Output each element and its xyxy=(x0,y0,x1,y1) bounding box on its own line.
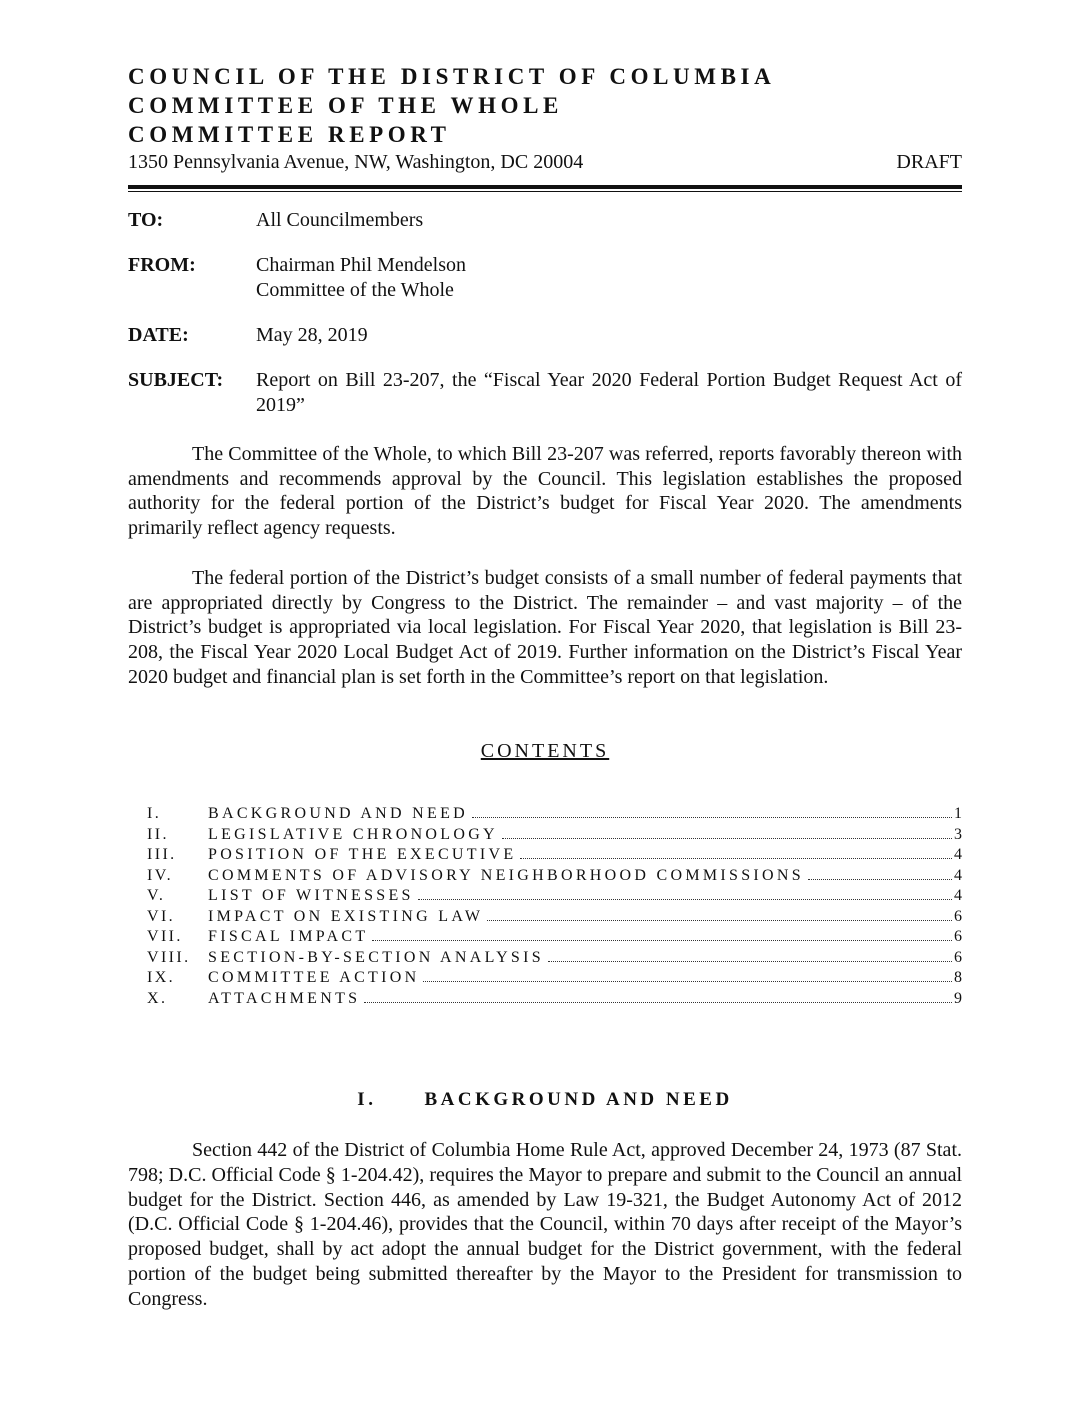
toc-entry[interactable] xyxy=(147,908,962,929)
toc-entry[interactable] xyxy=(147,805,962,826)
from-committee: Committee of the Whole xyxy=(256,279,454,301)
toc-entry-number: VII. xyxy=(147,928,183,946)
toc-entry-title: FISCAL IMPACT xyxy=(208,928,369,946)
toc-entry-page: 6 xyxy=(954,907,962,925)
date-value: May 28, 2019 xyxy=(256,324,368,346)
section-heading xyxy=(128,1088,962,1112)
toc-entry-title: COMMENTS OF ADVISORY NEIGHBORHOOD COMMISSIONS xyxy=(208,866,804,884)
from-value xyxy=(256,253,962,303)
toc-entry[interactable] xyxy=(147,928,962,949)
toc-entry-number: III. xyxy=(147,846,177,864)
toc-entry-page: 3 xyxy=(954,825,962,843)
toc-entry-number: V. xyxy=(147,887,166,905)
memo-block xyxy=(128,208,962,418)
table-of-contents xyxy=(128,805,962,1010)
toc-dot-leader xyxy=(423,980,952,982)
toc-entry-title: BACKGROUND AND NEED xyxy=(208,805,469,823)
toc-entry-page: 4 xyxy=(954,866,962,884)
toc-entry[interactable] xyxy=(147,990,962,1011)
toc-dot-leader xyxy=(472,816,952,818)
toc-entry-title: ATTACHMENTS xyxy=(208,989,361,1007)
section-number: I. xyxy=(357,1089,377,1111)
subject-value: Report on Bill 23-207, the “Fiscal Year 2020 Federal Portion Budget Request Act of 2019” xyxy=(256,369,962,416)
toc-dot-leader xyxy=(418,898,952,900)
to-value: All Councilmembers xyxy=(256,209,424,231)
toc-entry-page: 6 xyxy=(954,928,962,946)
toc-entry-number: X. xyxy=(147,989,168,1007)
intro-paragraph-2: The federal portion of the District’s budget consists of a small number of federal payments that are appropriated directly by Congress to the District. The remainder – and vast majority – of the District’s budget is appropriated via local legislation. For Fiscal Year 2020, that legislation is Bill 23-208, the Fiscal Year 2020 Local Budget Act of 2019. Further information on the District’s Fiscal Year 2020 budget and financial plan is set forth in the Committee’s report on that legislation. xyxy=(128,566,962,688)
toc-entry[interactable] xyxy=(147,887,962,908)
toc-entry-number: IX. xyxy=(147,969,176,987)
section-paragraph-1: Section 442 of the District of Columbia Home Rule Act, approved December 24, 1973 (87 Stat. 798; D.C. Official Code § 1-204.42), requires the Mayor to prepare and submit to the Council an annual budget for the District. Section 446, as amended by Law 19-321, the Budget Autonomy Act of 2012 (D.C. Official Code § 1-204.46), provides that the Council, within 70 days after receipt of the Mayor’s proposed budget, shall by act adopt the annual budget for the District government, with the federal portion of the budget being submitted thereafter by the Mayor to the President for transmission to Congress. xyxy=(128,1139,962,1310)
council-address: 1350 Pennsylvania Avenue, NW, Washington, DC 20004 xyxy=(128,151,584,173)
memo-date-row xyxy=(128,323,962,348)
toc-entry-page: 8 xyxy=(954,969,962,987)
header-rule-thick xyxy=(128,185,962,189)
toc-entry-page: 9 xyxy=(954,989,962,1007)
toc-entry-title: IMPACT ON EXISTING LAW xyxy=(208,907,484,925)
toc-entry-number: VIII. xyxy=(147,948,191,966)
toc-entry-page: 4 xyxy=(954,846,962,864)
toc-dot-leader xyxy=(808,878,952,880)
memo-subject-row xyxy=(128,368,962,418)
committee-name: COMMITTEE OF THE WHOLE xyxy=(128,93,563,118)
toc-entry-number: VI. xyxy=(147,907,176,925)
memo-to-row xyxy=(128,208,962,233)
section-title: BACKGROUND AND NEED xyxy=(424,1089,733,1111)
toc-dot-leader xyxy=(372,939,952,941)
toc-entry-title: POSITION OF THE EXECUTIVE xyxy=(208,846,517,864)
toc-entry[interactable] xyxy=(147,826,962,847)
document-page xyxy=(128,62,962,1311)
toc-entry-title: LEGISLATIVE CHRONOLOGY xyxy=(208,825,498,843)
from-label: FROM: xyxy=(128,254,196,276)
from-name: Chairman Phil Mendelson xyxy=(256,254,466,276)
to-label: TO: xyxy=(128,209,164,231)
toc-entry-number: I. xyxy=(147,805,162,823)
toc-entry-number: II. xyxy=(147,825,169,843)
intro-paragraph-1: The Committee of the Whole, to which Bill 23-207 was referred, reports favorably thereon with amendments and recommends approval by the Council. This legislation establishes the proposed authority for the federal portion of the District’s budget for Fiscal Year 2020. The amendments primarily reflect agency requests. xyxy=(128,443,962,540)
toc-entry-page: 6 xyxy=(954,948,962,966)
toc-dot-leader xyxy=(502,837,952,839)
toc-entry-title: LIST OF WITNESSES xyxy=(208,887,414,905)
toc-entry[interactable] xyxy=(147,949,962,970)
header-rule-thin xyxy=(128,191,962,192)
toc-dot-leader xyxy=(520,857,952,859)
toc-entry-title: SECTION-BY-SECTION ANALYSIS xyxy=(208,948,544,966)
section-body xyxy=(128,1138,962,1311)
toc-entry-page: 4 xyxy=(954,887,962,905)
address-row xyxy=(128,149,962,175)
date-label: DATE: xyxy=(128,324,189,346)
contents-title: CONTENTS xyxy=(480,740,610,763)
toc-dot-leader xyxy=(364,1001,952,1003)
report-header xyxy=(128,62,962,192)
toc-dot-leader xyxy=(487,919,952,921)
toc-entry-title: COMMITTEE ACTION xyxy=(208,969,420,987)
toc-entry[interactable] xyxy=(147,867,962,888)
report-type: COMMITTEE REPORT xyxy=(128,122,451,147)
subject-label: SUBJECT: xyxy=(128,369,224,391)
toc-entry[interactable] xyxy=(147,846,962,867)
council-name: COUNCIL OF THE DISTRICT OF COLUMBIA xyxy=(128,64,776,89)
draft-status: DRAFT xyxy=(896,151,962,173)
toc-entry-number: IV. xyxy=(147,866,174,884)
toc-dot-leader xyxy=(548,960,952,962)
toc-entry-page: 1 xyxy=(954,805,962,823)
memo-from-row xyxy=(128,253,962,303)
toc-entry[interactable] xyxy=(147,969,962,990)
